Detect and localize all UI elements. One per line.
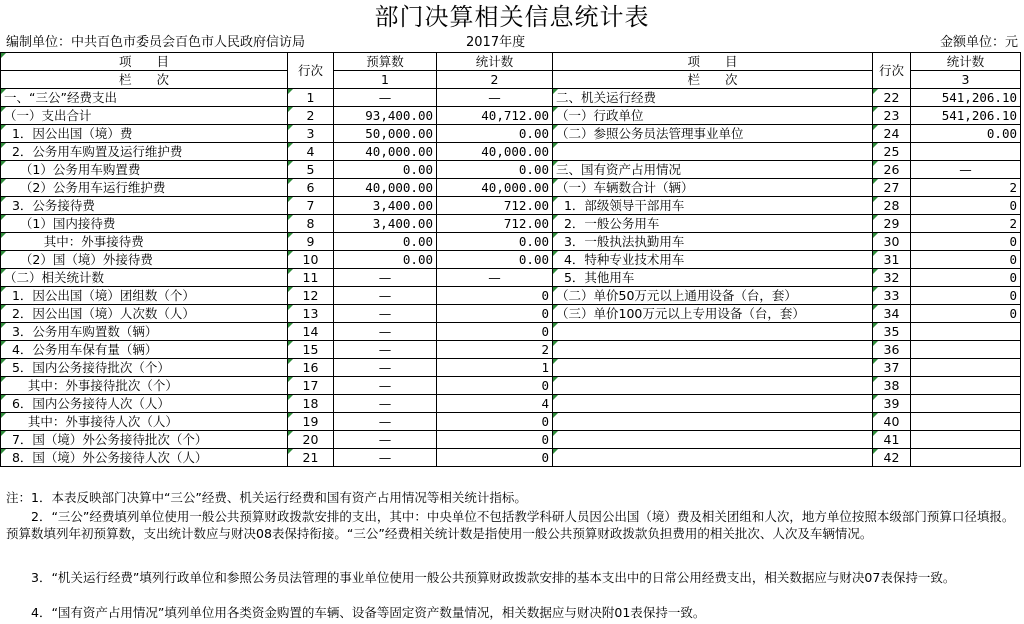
table-row — [1, 323, 1021, 341]
budget-value-cell: — — [334, 359, 437, 377]
row-number-cell: 2 — [288, 107, 334, 125]
stats-value-cell: 0 — [437, 413, 553, 431]
table-row — [1, 449, 1021, 467]
row-number-cell: 27 — [873, 179, 911, 197]
row-number-cell: 36 — [873, 341, 911, 359]
row-number-cell: 3 — [288, 125, 334, 143]
item-label-cell: 4．特种专业技术用车 — [553, 251, 873, 269]
row-number-cell: 39 — [873, 395, 911, 413]
item-label-cell: （三）单价100万元以上专用设备（台，套） — [553, 305, 873, 323]
note-2: 2．“三公”经费填列单位使用一般公共预算财政拨款安排的支出，其中：中央单位不包括教学科研人员因公出国（境）费及相关团组和人次，地方单位按照本级部门预算口径填报。预算数填列年初预算数，支出统计数应与财决08表保持衔接。“三公”经费相关统计数是指使用一般公共预算财政拨款负担费用的相关批次、人次及车辆情况。 — [6, 509, 1015, 541]
row-number-cell: 28 — [873, 197, 911, 215]
stats-value-cell: 541,206.10 — [911, 89, 1021, 107]
stats-value-cell: 0 — [437, 449, 553, 467]
row-number-cell: 31 — [873, 251, 911, 269]
stats-value-cell: 1 — [437, 359, 553, 377]
budget-value-cell: — — [334, 377, 437, 395]
budget-value-cell: 3,400.00 — [334, 215, 437, 233]
note-1: 注：1．本表反映部门决算中“三公”经费、机关运行经费和国有资产占用情况等相关统计指标。 — [6, 490, 527, 505]
stats-value-cell: 2 — [911, 179, 1021, 197]
fiscal-year: 2017年度 — [466, 35, 526, 50]
table-row — [1, 269, 1021, 287]
stats-value-cell: 0 — [911, 287, 1021, 305]
item-label-cell: （一）行政单位 — [553, 107, 873, 125]
row-number-cell: 25 — [873, 143, 911, 161]
row-number-cell: 26 — [873, 161, 911, 179]
budget-value-cell: 93,400.00 — [334, 107, 437, 125]
budget-value-cell: — — [334, 449, 437, 467]
item-label-cell: （一）支出合计 — [1, 107, 288, 125]
header-row-no-left: 行次 — [288, 53, 334, 89]
row-number-cell: 32 — [873, 269, 911, 287]
row-number-cell: 17 — [288, 377, 334, 395]
item-label-cell: 其中：外事接待批次（个） — [1, 377, 288, 395]
budget-value-cell: — — [334, 323, 437, 341]
item-label-cell: 3．公务接待费 — [1, 197, 288, 215]
stats-value-cell: 0 — [911, 233, 1021, 251]
stats-value-cell: 40,712.00 — [437, 107, 553, 125]
row-number-cell: 34 — [873, 305, 911, 323]
row-number-cell: 24 — [873, 125, 911, 143]
budget-value-cell: — — [334, 89, 437, 107]
item-label-cell: 3．公务用车购置数（辆） — [1, 323, 288, 341]
stats-value-cell: 0 — [437, 431, 553, 449]
item-label-cell: 6．国内公务接待人次（人） — [1, 395, 288, 413]
note-3: 3．“机关运行经费”填列行政单位和参照公务员法管理的事业单位使用一般公共预算财政拨款安排的基本支出中的日常公用经费支出，相关数据应与财决07表保持一致。 — [6, 570, 956, 585]
stats-value-cell: 0 — [911, 251, 1021, 269]
notes-section — [0, 489, 1024, 624]
statistics-table — [0, 52, 1021, 467]
budget-value-cell: — — [334, 341, 437, 359]
item-label-cell: 4．公务用车保有量（辆） — [1, 341, 288, 359]
item-label-cell: 3．一般执法执勤用车 — [553, 233, 873, 251]
stats-value-cell: — — [911, 161, 1021, 179]
header-stats-left: 统计数 — [437, 53, 553, 71]
item-label-cell — [553, 449, 873, 467]
header-stats-right: 统计数 — [911, 53, 1021, 71]
stats-value-cell: 2 — [911, 215, 1021, 233]
stats-value-cell: 0 — [911, 269, 1021, 287]
table-row — [1, 359, 1021, 377]
row-number-cell: 21 — [288, 449, 334, 467]
table-row — [1, 251, 1021, 269]
item-label-cell: （二）单价50万元以上通用设备（台，套） — [553, 287, 873, 305]
item-label-cell: （二）参照公务员法管理事业单位 — [553, 125, 873, 143]
row-number-cell: 6 — [288, 179, 334, 197]
item-label-cell — [553, 323, 873, 341]
stats-value-cell: 2 — [437, 341, 553, 359]
header-row-no-right: 行次 — [873, 53, 911, 89]
row-number-cell: 14 — [288, 323, 334, 341]
item-label-cell: 其中：外事接待费 — [1, 233, 288, 251]
stats-value-cell — [911, 341, 1021, 359]
table-row — [1, 89, 1021, 107]
stats-value-cell — [911, 143, 1021, 161]
budget-value-cell: 3,400.00 — [334, 197, 437, 215]
budget-value-cell: — — [334, 287, 437, 305]
stats-value-cell — [911, 413, 1021, 431]
table-row — [1, 161, 1021, 179]
header-col-label-right: 栏 次 — [553, 71, 873, 89]
item-label-cell: 三、国有资产占用情况 — [553, 161, 873, 179]
item-label-cell: （一）车辆数合计（辆） — [553, 179, 873, 197]
item-label-cell: 1．因公出国（境）团组数（个） — [1, 287, 288, 305]
note-4: 4．“国有资产占用情况”填列单位用各类资金购置的车辆、设备等固定资产数量情况，相关数据应与财决附01表保持一致。 — [6, 605, 706, 620]
row-number-cell: 42 — [873, 449, 911, 467]
row-number-cell: 10 — [288, 251, 334, 269]
header-budget: 预算数 — [334, 53, 437, 71]
row-number-cell: 12 — [288, 287, 334, 305]
item-label-cell — [553, 431, 873, 449]
table-row — [1, 287, 1021, 305]
reporting-unit: 编制单位：中共百色市委员会百色市人民政府信访局 — [6, 35, 306, 50]
budget-value-cell: — — [334, 269, 437, 287]
item-label-cell: 一、“三公”经费支出 — [1, 89, 288, 107]
table-row — [1, 215, 1021, 233]
row-number-cell: 35 — [873, 323, 911, 341]
stats-value-cell: 712.00 — [437, 215, 553, 233]
stats-value-cell: 0.00 — [437, 161, 553, 179]
item-label-cell — [553, 413, 873, 431]
stats-value-cell: 0 — [437, 323, 553, 341]
table-row — [1, 125, 1021, 143]
budget-value-cell: 0.00 — [334, 233, 437, 251]
stats-value-cell — [911, 449, 1021, 467]
row-number-cell: 13 — [288, 305, 334, 323]
stats-value-cell — [911, 431, 1021, 449]
item-label-cell: 二、机关运行经费 — [553, 89, 873, 107]
stats-value-cell: 0 — [437, 377, 553, 395]
stats-value-cell: 40,000.00 — [437, 179, 553, 197]
stats-value-cell: — — [437, 89, 553, 107]
row-number-cell: 9 — [288, 233, 334, 251]
item-label-cell: （二）相关统计数 — [1, 269, 288, 287]
stats-value-cell: 4 — [437, 395, 553, 413]
stats-value-cell — [911, 377, 1021, 395]
header-col-3: 3 — [911, 71, 1021, 89]
row-number-cell: 16 — [288, 359, 334, 377]
item-label-cell: （1）公务用车购置费 — [1, 161, 288, 179]
row-number-cell: 22 — [873, 89, 911, 107]
budget-value-cell: — — [334, 395, 437, 413]
table-row — [1, 413, 1021, 431]
item-label-cell — [553, 143, 873, 161]
table-row — [1, 305, 1021, 323]
stats-value-cell — [911, 323, 1021, 341]
item-label-cell: 其中：外事接待人次（人） — [1, 413, 288, 431]
item-label-cell: 1．因公出国（境）费 — [1, 125, 288, 143]
budget-value-cell: — — [334, 431, 437, 449]
header-item-left: 项 目 — [1, 53, 288, 71]
row-number-cell: 29 — [873, 215, 911, 233]
header-item-right: 项 目 — [553, 53, 873, 71]
stats-value-cell: — — [437, 269, 553, 287]
stats-value-cell — [911, 359, 1021, 377]
table-row — [1, 395, 1021, 413]
item-label-cell: 5．其他用车 — [553, 269, 873, 287]
stats-value-cell: 0.00 — [437, 251, 553, 269]
stats-value-cell: 0 — [911, 197, 1021, 215]
row-number-cell: 5 — [288, 161, 334, 179]
budget-value-cell: 0.00 — [334, 251, 437, 269]
table-row — [1, 197, 1021, 215]
stats-value-cell: 0.00 — [437, 233, 553, 251]
item-label-cell — [553, 395, 873, 413]
item-label-cell — [553, 341, 873, 359]
budget-value-cell: — — [334, 413, 437, 431]
table-row — [1, 143, 1021, 161]
row-number-cell: 11 — [288, 269, 334, 287]
stats-value-cell: 0 — [437, 287, 553, 305]
currency-unit: 金额单位：元 — [939, 35, 1018, 50]
item-label-cell: （2）国（境）外接待费 — [1, 251, 288, 269]
budget-value-cell: 0.00 — [334, 161, 437, 179]
table-row — [1, 233, 1021, 251]
table-row — [1, 179, 1021, 197]
stats-value-cell: 0.00 — [911, 125, 1021, 143]
item-label-cell: 2．公务用车购置及运行维护费 — [1, 143, 288, 161]
row-number-cell: 18 — [288, 395, 334, 413]
table-row — [1, 341, 1021, 359]
header-col-2: 2 — [437, 71, 553, 89]
stats-value-cell — [911, 395, 1021, 413]
item-label-cell: （1）国内接待费 — [1, 215, 288, 233]
row-number-cell: 41 — [873, 431, 911, 449]
item-label-cell: 7．国（境）外公务接待批次（个） — [1, 431, 288, 449]
row-number-cell: 7 — [288, 197, 334, 215]
budget-value-cell: 40,000.00 — [334, 143, 437, 161]
budget-value-cell: 50,000.00 — [334, 125, 437, 143]
header-col-label-left: 栏 次 — [1, 71, 288, 89]
table-row — [1, 377, 1021, 395]
item-label-cell — [553, 377, 873, 395]
item-label-cell: 1．部级领导干部用车 — [553, 197, 873, 215]
row-number-cell: 23 — [873, 107, 911, 125]
table-row — [1, 107, 1021, 125]
budget-value-cell: — — [334, 305, 437, 323]
stats-value-cell: 541,206.10 — [911, 107, 1021, 125]
header-col-1: 1 — [334, 71, 437, 89]
row-number-cell: 33 — [873, 287, 911, 305]
row-number-cell: 37 — [873, 359, 911, 377]
item-label-cell — [553, 359, 873, 377]
row-number-cell: 38 — [873, 377, 911, 395]
stats-value-cell: 712.00 — [437, 197, 553, 215]
row-number-cell: 15 — [288, 341, 334, 359]
row-number-cell: 19 — [288, 413, 334, 431]
item-label-cell: 2．一般公务用车 — [553, 215, 873, 233]
item-label-cell: 2．因公出国（境）人次数（人） — [1, 305, 288, 323]
row-number-cell: 8 — [288, 215, 334, 233]
row-number-cell: 1 — [288, 89, 334, 107]
item-label-cell: （2）公务用车运行维护费 — [1, 179, 288, 197]
stats-value-cell: 40,000.00 — [437, 143, 553, 161]
budget-value-cell: 40,000.00 — [334, 179, 437, 197]
row-number-cell: 30 — [873, 233, 911, 251]
row-number-cell: 40 — [873, 413, 911, 431]
row-number-cell: 4 — [288, 143, 334, 161]
row-number-cell: 20 — [288, 431, 334, 449]
stats-value-cell: 0 — [437, 305, 553, 323]
item-label-cell: 8．国（境）外公务接待人次（人） — [1, 449, 288, 467]
item-label-cell: 5．国内公务接待批次（个） — [1, 359, 288, 377]
page-title: 部门决算相关信息统计表 — [374, 3, 650, 31]
table-row — [1, 431, 1021, 449]
stats-value-cell: 0.00 — [437, 125, 553, 143]
stats-value-cell: 0 — [911, 305, 1021, 323]
